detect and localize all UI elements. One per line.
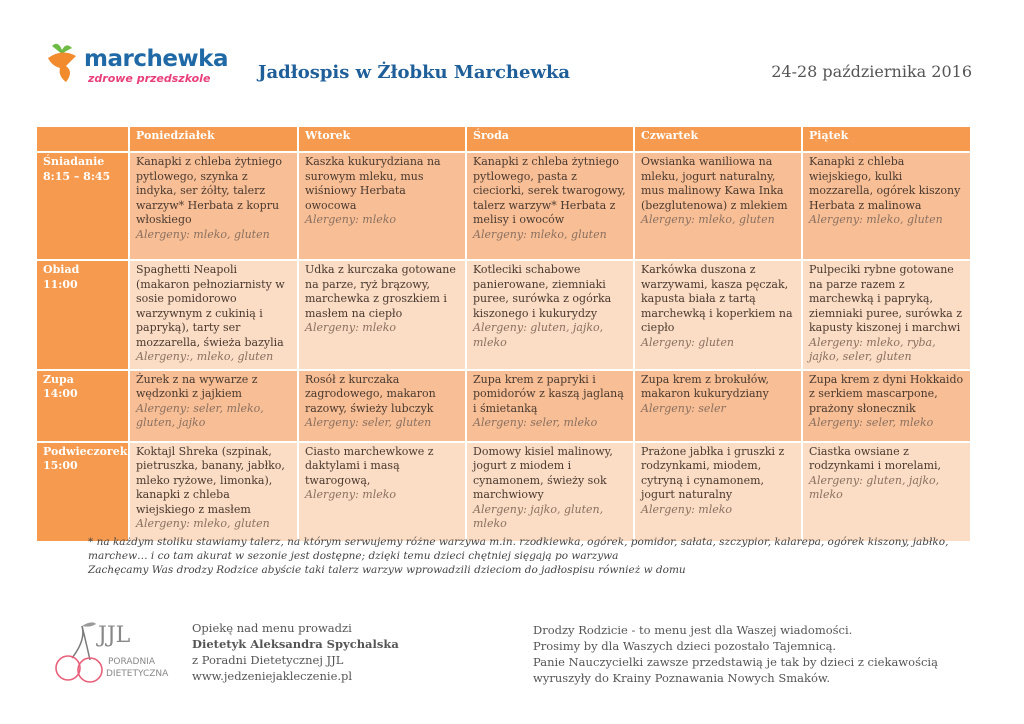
marchewka-logo	[44, 40, 244, 90]
header-corner	[36, 126, 129, 152]
table-row	[36, 370, 971, 442]
menu-cell	[298, 152, 466, 260]
food-text: Kaszka kukurydziana na surowym mleku, mus wiśniowy Herbata owocowa	[305, 155, 441, 212]
meal-time: 15:00	[43, 459, 78, 472]
allergens-text: Alergeny: seler, mleko	[473, 416, 598, 429]
parents-line: wyruszyły do Krainy Poznawania Nowych Smaków.	[533, 671, 831, 685]
parents-line: Panie Nauczycielki zawsze przedstawią je tak by dzieci z ciekawością	[533, 655, 938, 669]
menu-cell	[129, 152, 298, 260]
meal-label	[36, 152, 129, 260]
food-text: Ciasto marchewkowe z daktylami i masą twarogową,	[305, 444, 434, 487]
allergens-text: Alergeny:, mleko, gluten	[136, 350, 274, 363]
parents-line: Prosimy by dla Waszych dzieci pozostało Tajemnicą.	[533, 639, 837, 653]
dietitian-name: Dietetyk Aleksandra Spychalska	[192, 637, 399, 651]
menu-cell	[298, 442, 466, 542]
allergens-text: Alergeny: mleko, gluten	[136, 517, 270, 530]
table-header-row	[36, 126, 971, 152]
meal-name: Zupa	[43, 372, 74, 386]
table-row	[36, 152, 971, 260]
dietitian-line: z Poradni Dietetycznej JJL	[192, 653, 344, 667]
table-row	[36, 260, 971, 370]
menu-cell	[802, 260, 971, 370]
meal-name: Podwieczorek	[43, 444, 128, 458]
parents-note	[533, 622, 938, 686]
allergens-text: Alergeny: mleko	[641, 502, 733, 516]
logo-letters: JJL	[98, 623, 131, 648]
food-text: Kotleciki schabowe panierowane, ziemniaki puree, surówka z ogórka kiszonego i kukurydzy	[473, 263, 612, 320]
dietitian-line: Opiekę nad menu prowadzi	[192, 621, 352, 635]
meal-label	[36, 370, 129, 442]
allergens-text: Alergeny: mleko, gluten	[136, 227, 270, 241]
allergens-text: Alergeny: seler, mleko, gluten, jajko	[136, 401, 264, 429]
menu-cell	[298, 260, 466, 370]
food-text: Pulpeciki rybne gotowane na parze razem z marchewką i papryką, ziemniaki puree, surówka z kapusty kiszonej i marchwi	[809, 263, 963, 334]
menu-cell	[634, 370, 802, 442]
menu-table	[35, 125, 972, 543]
food-text: Rosół z kurczaka zagrodowego, makaron razowy, świeży lubczyk	[305, 372, 436, 415]
food-text: Prażone jabłka i gruszki z rodzynkami, miodem, cytryną i cynamonem, jogurt naturalny	[641, 444, 785, 501]
menu-cell	[466, 370, 634, 442]
allergens-text: Alergeny: mleko, gluten	[473, 227, 607, 241]
food-text: Zupa krem z brokułów, makaron kukurydziany	[641, 372, 769, 400]
menu-cell	[466, 152, 634, 260]
food-text: Kanapki z chleba wiejskiego, kulki mozzarella, ogórek kiszony Herbata z malinowa	[809, 155, 961, 212]
menu-cell	[129, 260, 298, 370]
parents-line: Drodzy Rodzicie - to menu jest dla Waszej wiadomości.	[533, 623, 853, 637]
food-text: Spaghetti Neapoli (makaron pełnoziarnisty w sosie pomidorowo warzywnym z cukinią i papryką), tarty ser mozzarella, świeża bazylia	[136, 263, 285, 349]
food-text: Koktajl Shreka (szpinak, pietruszka, banany, jabłko, mleko ryżowe, limonka), kanapki z chleba wiejskiego z masłem	[136, 444, 285, 516]
food-text: Udka z kurczaka gotowane na parze, ryż brązowy, marchewka z groszkiem i masłem na ciepło	[305, 263, 456, 320]
logo-line: DIETETYCZNA	[106, 669, 169, 679]
allergens-text: Alergeny: mleko	[305, 213, 397, 226]
allergens-text: Alergeny: seler, gluten	[305, 416, 432, 429]
allergens-text: Alergeny: jajko, gluten, mleko	[473, 502, 604, 530]
allergens-text: Alergeny: gluten, jajko, mleko	[473, 321, 604, 349]
allergens-text: Alergeny: mleko, ryba, jajko, seler, gluten	[809, 335, 936, 363]
food-text: Żurek z na wywarze z wędzonki z jajkiem	[136, 372, 258, 400]
meal-time: 11:00	[43, 277, 78, 291]
page-title: Jadłospis w Żłobku Marchewka	[258, 62, 571, 83]
logo-line: PORADNIA	[108, 657, 156, 667]
meal-label	[36, 442, 129, 542]
allergens-text: Alergeny: mleko	[305, 488, 397, 501]
meal-time: 8:15 – 8:45	[43, 169, 111, 183]
logo-wordmark: marchewka	[84, 46, 229, 72]
food-text: Zupa krem z papryki i pomidorów z kaszą jaglaną i śmietanką	[473, 372, 624, 415]
menu-cell	[802, 442, 971, 542]
meal-time: 14:00	[43, 387, 78, 400]
meal-name: Śniadanie	[43, 155, 105, 168]
menu-cell	[466, 442, 634, 542]
food-text: Ciastka owsiane z rodzynkami i morelami,	[809, 444, 942, 472]
allergens-text: Alergeny: mleko, gluten	[641, 213, 775, 226]
food-text: Zupa krem z dyni Hokkaido z serkiem mascarpone, prażony słonecznik	[809, 372, 964, 415]
menu-cell	[802, 370, 971, 442]
footnote	[88, 535, 968, 577]
allergens-text: Alergeny: mleko, gluten	[809, 213, 943, 226]
dietitian-website: www.jedzeniejakleczenie.pl	[192, 669, 353, 683]
menu-cell	[634, 442, 802, 542]
day-header: Piątek	[802, 126, 971, 152]
logo-tagline: zdrowe przedszkole	[88, 72, 211, 85]
food-text: Domowy kisiel malinowy, jogurt z miodem i cynamonem, świeży sok marchwiowy	[473, 444, 613, 501]
food-text: Kanapki z chleba żytniego pytlowego, szynka z indyka, ser żółty, talerz warzyw* Herbata z kopru włoskiego	[136, 155, 283, 226]
meal-name: Obiad	[43, 263, 80, 276]
dietitian-logo	[52, 618, 182, 688]
dietitian-info	[192, 620, 399, 684]
food-text: Kanapki z chleba żytniego pytlowego, pasta z cieciorki, serek twarogowy, talerz warzyw* Herbata z melisy i owoców	[473, 155, 626, 226]
menu-cell	[129, 442, 298, 542]
day-header: Środa	[466, 126, 634, 152]
menu-cell	[634, 152, 802, 260]
food-text: Owsianka waniliowa na mleku, jogurt naturalny, mus malinowy Kawa Inka (bezglutenowa) z mlekiem	[641, 155, 788, 212]
cherry-icon	[52, 618, 182, 688]
menu-cell	[129, 370, 298, 442]
allergens-text: Alergeny: gluten	[641, 335, 734, 349]
food-text: Karkówka duszona z warzywami, kasza pęczak, kapusta biała z tartą marchewką i koperkiem na ciepło	[641, 263, 793, 334]
carrot-icon	[44, 42, 84, 86]
footnote-line: * na każdym stoliku stawiamy talerz, na którym serwujemy różne warzywa m.in. rzodkiewka, ogórek, pomidor, sałata, szczypior, kalarepa, ogórek kiszony, jabłko,	[88, 536, 949, 548]
footnote-line: Zachęcamy Was drodzy Rodzice abyście taki talerz warzyw wprowadzili dzieciom do jadłospisu również w domu	[88, 564, 686, 576]
table-row	[36, 442, 971, 542]
allergens-text: Alergeny: mleko	[305, 321, 397, 334]
menu-cell	[466, 260, 634, 370]
allergens-text: Alergeny: seler	[641, 401, 726, 415]
day-header: Wtorek	[298, 126, 466, 152]
menu-cell	[802, 152, 971, 260]
footnote-line: marchew… i co tam akurat w sezonie jest dostępne; dzięki temu dzieci chętniej sięgają po warzywa	[88, 550, 619, 562]
menu-cell	[634, 260, 802, 370]
date-range: 24-28 października 2016	[771, 62, 972, 81]
meal-label	[36, 260, 129, 370]
allergens-text: Alergeny: gluten, jajko, mleko	[809, 473, 940, 501]
allergens-text: Alergeny: seler, mleko	[809, 416, 934, 429]
day-header: Czwartek	[634, 126, 802, 152]
day-header: Poniedziałek	[129, 126, 298, 152]
menu-cell	[298, 370, 466, 442]
